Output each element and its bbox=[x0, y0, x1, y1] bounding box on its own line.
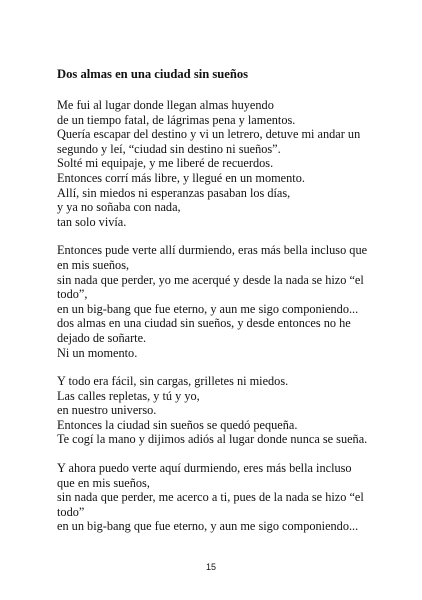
poem-line: todo”, bbox=[57, 287, 88, 302]
poem-line: Entonces la ciudad sin sueños se quedó pequeña. bbox=[57, 417, 298, 432]
poem-line: dos almas en una ciudad sin sueños, y desde entonces no he bbox=[57, 316, 351, 331]
poem-line: Te cogí la mano y dijimos adiós al lugar donde nunca se sueña. bbox=[57, 432, 368, 447]
poem-line: en un big-bang que fue eterno, y aun me sigo componiendo... bbox=[57, 301, 359, 316]
poem-line: Las calles repletas, y tú y yo, bbox=[57, 388, 200, 403]
stanza-3 bbox=[57, 374, 377, 447]
poem-line: en un big-bang que fue eterno, y aun me sigo componiendo... bbox=[57, 519, 359, 534]
stanza-2 bbox=[57, 243, 377, 360]
poem-line: de un tiempo fatal, de lágrimas pena y lamentos. bbox=[57, 112, 296, 127]
poem-line: Entonces corrí más libre, y llegué en un momento. bbox=[57, 170, 305, 185]
poem-line: en nuestro universo. bbox=[57, 403, 157, 418]
stanza-4 bbox=[57, 461, 377, 534]
poem-line: sin nada que perder, me acerco a ti, pues de la nada se hizo “el bbox=[57, 490, 364, 505]
poem-line: segundo y leí, “ciudad sin destino ni sueños”. bbox=[57, 141, 281, 156]
poem-line: Y todo era fácil, sin cargas, grilletes ni miedos. bbox=[57, 374, 289, 389]
poem-line: Solté mi equipaje, y me liberé de recuerdos. bbox=[57, 156, 274, 171]
poem-line: y ya no soñaba con nada, bbox=[57, 200, 181, 215]
stanza-1 bbox=[57, 98, 377, 229]
poem-line: Entonces pude verte allí durmiendo, eras más bella incluso que bbox=[57, 243, 368, 258]
poem-line: dejado de soñarte. bbox=[57, 330, 147, 345]
poem-body bbox=[57, 98, 377, 548]
poem-line: que en mis sueños, bbox=[57, 475, 150, 490]
poem-line: en mis sueños, bbox=[57, 257, 130, 272]
poem-line: Me fui al lugar donde llegan almas huyendo bbox=[57, 98, 274, 112]
poem-line: Allí, sin miedos ni esperanzas pasaban los días, bbox=[57, 185, 291, 200]
poem-line: todo” bbox=[57, 504, 85, 519]
poem-title: Dos almas en una ciudad sin sueños bbox=[57, 67, 249, 81]
page-number: 15 bbox=[205, 562, 216, 572]
poem-line: tan solo vivía. bbox=[57, 214, 127, 229]
poem-line: Quería escapar del destino y vi un letrero, detuve mi andar un bbox=[57, 127, 361, 142]
poem-line: Y ahora puedo verte aquí durmiendo, eres más bella incluso bbox=[57, 461, 352, 476]
poem-line: Ni un momento. bbox=[57, 345, 138, 360]
poem-line: sin nada que perder, yo me acerqué y desde la nada se hizo “el bbox=[57, 272, 364, 287]
